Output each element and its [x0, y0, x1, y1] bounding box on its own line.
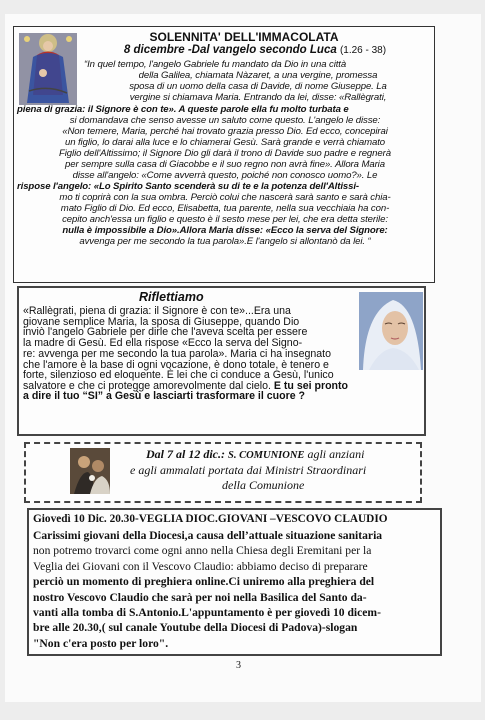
reflection-box: [17, 286, 426, 436]
reflection-line: «Rallègrati, piena di grazia: il Signore è con te»...Era una: [23, 305, 291, 317]
vigil-line: bre alle 20.30,( sul canale Youtube della Diocesi di Padova)-slogan: [33, 621, 358, 635]
gospel-line: [17, 182, 433, 193]
communion-line-1: [146, 447, 364, 462]
gospel-box: [13, 26, 435, 283]
vigil-line: perciò un momento di preghiera online.Ci uniremo alla preghiera del: [33, 575, 375, 589]
reflection-line: la madre di Gesù. Ed ella rispose «Ecco la serva del Signo-: [23, 336, 303, 349]
gospel-line: si domandava che senso avesse un saluto come questo. L'angelo le disse:: [69, 115, 381, 126]
reflection-line: che l'amore è la base di ogni vocazione, è dono totale, è tenero e: [23, 358, 329, 371]
gospel-line: «Non temere, Maria, perché hai trovato grazia presso Dio. Ed ecco, concepirai: [62, 126, 388, 137]
gospel-line: disse all'angelo: «Come avverrà questo, poiché non conosco uomo?». Le: [72, 170, 378, 181]
reflection-line: forte, silenzioso ed eloquente. È lei che ci conduce a Gesù, l'unico: [23, 369, 334, 382]
reflection-line: giovane semplice Maria, la sposa di Giuseppe, quando Dio: [23, 315, 300, 328]
communion-line-2: e agli ammalati portata dai Ministri Straordinari: [130, 463, 367, 477]
gospel-line: Figlio dell'Altissimo; il Signore Dio gli darà il trono di Davide suo padre e regnerà: [59, 148, 391, 159]
reflection-call-to-action: a dire il tuo “SI” a Gesù e lasciarti trasformare il cuore ?: [23, 390, 306, 403]
gospel-line: un figlio, lo darai alla luce e lo chiamerai Gesù. Sarà grande e verrà chiamato: [64, 137, 386, 148]
gospel-line: mato Figlio di Dio. Ed ecco, Elisabetta, tua parente, nella sua vecchiaia ha con-: [60, 203, 390, 214]
communion-dates: Dal 7 al 12 dic.:: [146, 447, 228, 461]
gospel-line: della Galilea, chiamata Nàzaret, a una vergine, promessa: [138, 70, 378, 81]
vigil-text: [33, 528, 439, 651]
vigil-line: Carissimi giovani della Diocesi,a causa dell’attuale situazione sanitaria: [33, 529, 383, 542]
youth-vigil-box: [27, 508, 442, 656]
gospel-line: avvenga per me secondo la tua parola».E l'angelo si allontanò da lei. “: [79, 236, 371, 247]
gospel-reference: -Dal vangelo secondo Luca: [184, 44, 340, 56]
communion-image: [70, 448, 110, 494]
gospel-line-bold: piena di grazia: il Signore è con te». A queste parole ella fu molto turbata e: [17, 104, 349, 115]
reflection-text: [23, 306, 363, 348]
reflection-call-to-action: E tu sei pronto: [270, 379, 349, 392]
communion-recipients: agli anziani: [304, 447, 365, 461]
gospel-line-bold: rispose l'angelo: «Lo Spirito Santo scenderà su di te e la potenza dell'Altissi-: [17, 181, 360, 192]
reflection-line: re: avvenga per me secondo la tua parola». Maria ci ha insegnato: [23, 348, 331, 360]
gospel-date: 8 dicembre: [123, 44, 185, 56]
vigil-title: Giovedì 10 Dic. 20.30-VEGLIA DIOC.GIOVANI –VESCOVO CLAUDIO: [33, 513, 388, 525]
vigil-slogan: "Non c'era posto per loro".: [33, 636, 169, 650]
gospel-verses: (1.26 - 38): [339, 45, 387, 56]
vigil-line: vanti alla tomba di S.Antonio.L'appuntamento è per giovedì 10 dicem-: [33, 606, 381, 620]
gospel-subtitle: [74, 44, 436, 56]
page-number: 3: [236, 660, 241, 671]
reflection-line-part: salvatore e che ci protegge amorevolmente dal cielo.: [23, 379, 271, 392]
gospel-line: cepito anch'essa un figlio e questo è il sesto mese per lei, che era detta sterile:: [62, 214, 388, 225]
reflection-line: inviò l'angelo Gabriele per dirle che l'aveva scelta per essere: [23, 326, 308, 339]
gospel-line: nulla è impossibile a Dio».Allora Maria disse: «Ecco la serva del Signore:: [62, 225, 388, 236]
gospel-line: vergine si chiamava Maria. Entrando da lei, disse: «Rallègrati,: [129, 92, 387, 103]
communion-box: [24, 442, 422, 503]
gospel-title: SOLENNITA' DELL'IMMACOLATA: [149, 30, 339, 44]
vigil-line: Veglia dei Giovani con il Vescovo Claudio: abbiamo deciso di preparare: [33, 559, 368, 573]
gospel-line: [17, 105, 433, 116]
vigil-line: nostro Vescovo Claudio che sarà per noi nella Basilica del Santo da-: [33, 590, 367, 604]
communion-title: S. COMUNIONE: [228, 450, 305, 461]
gospel-line: sposa di un uomo della casa di Davide, di nome Giuseppe. La: [129, 81, 387, 92]
gospel-line: mo ti coprirà con la sua ombra. Perciò colui che nascerà sarà santo e sarà chia-: [59, 192, 391, 203]
gospel-line: “In quel tempo, l'angelo Gabriele fu mandato da Dio in una città: [84, 59, 347, 70]
vigil-line: non potremo trovarci come ogni anno nella Chiesa degli Eremitani per la: [33, 544, 372, 558]
reflection-text-wide: [23, 349, 423, 402]
communion-line-3: della Comunione: [222, 478, 305, 492]
gospel-line: per sempre sulla casa di Giacobbe e il suo regno non avrà fine». Allora Maria: [65, 159, 385, 170]
reflection-title: Riflettiamo: [139, 290, 204, 304]
